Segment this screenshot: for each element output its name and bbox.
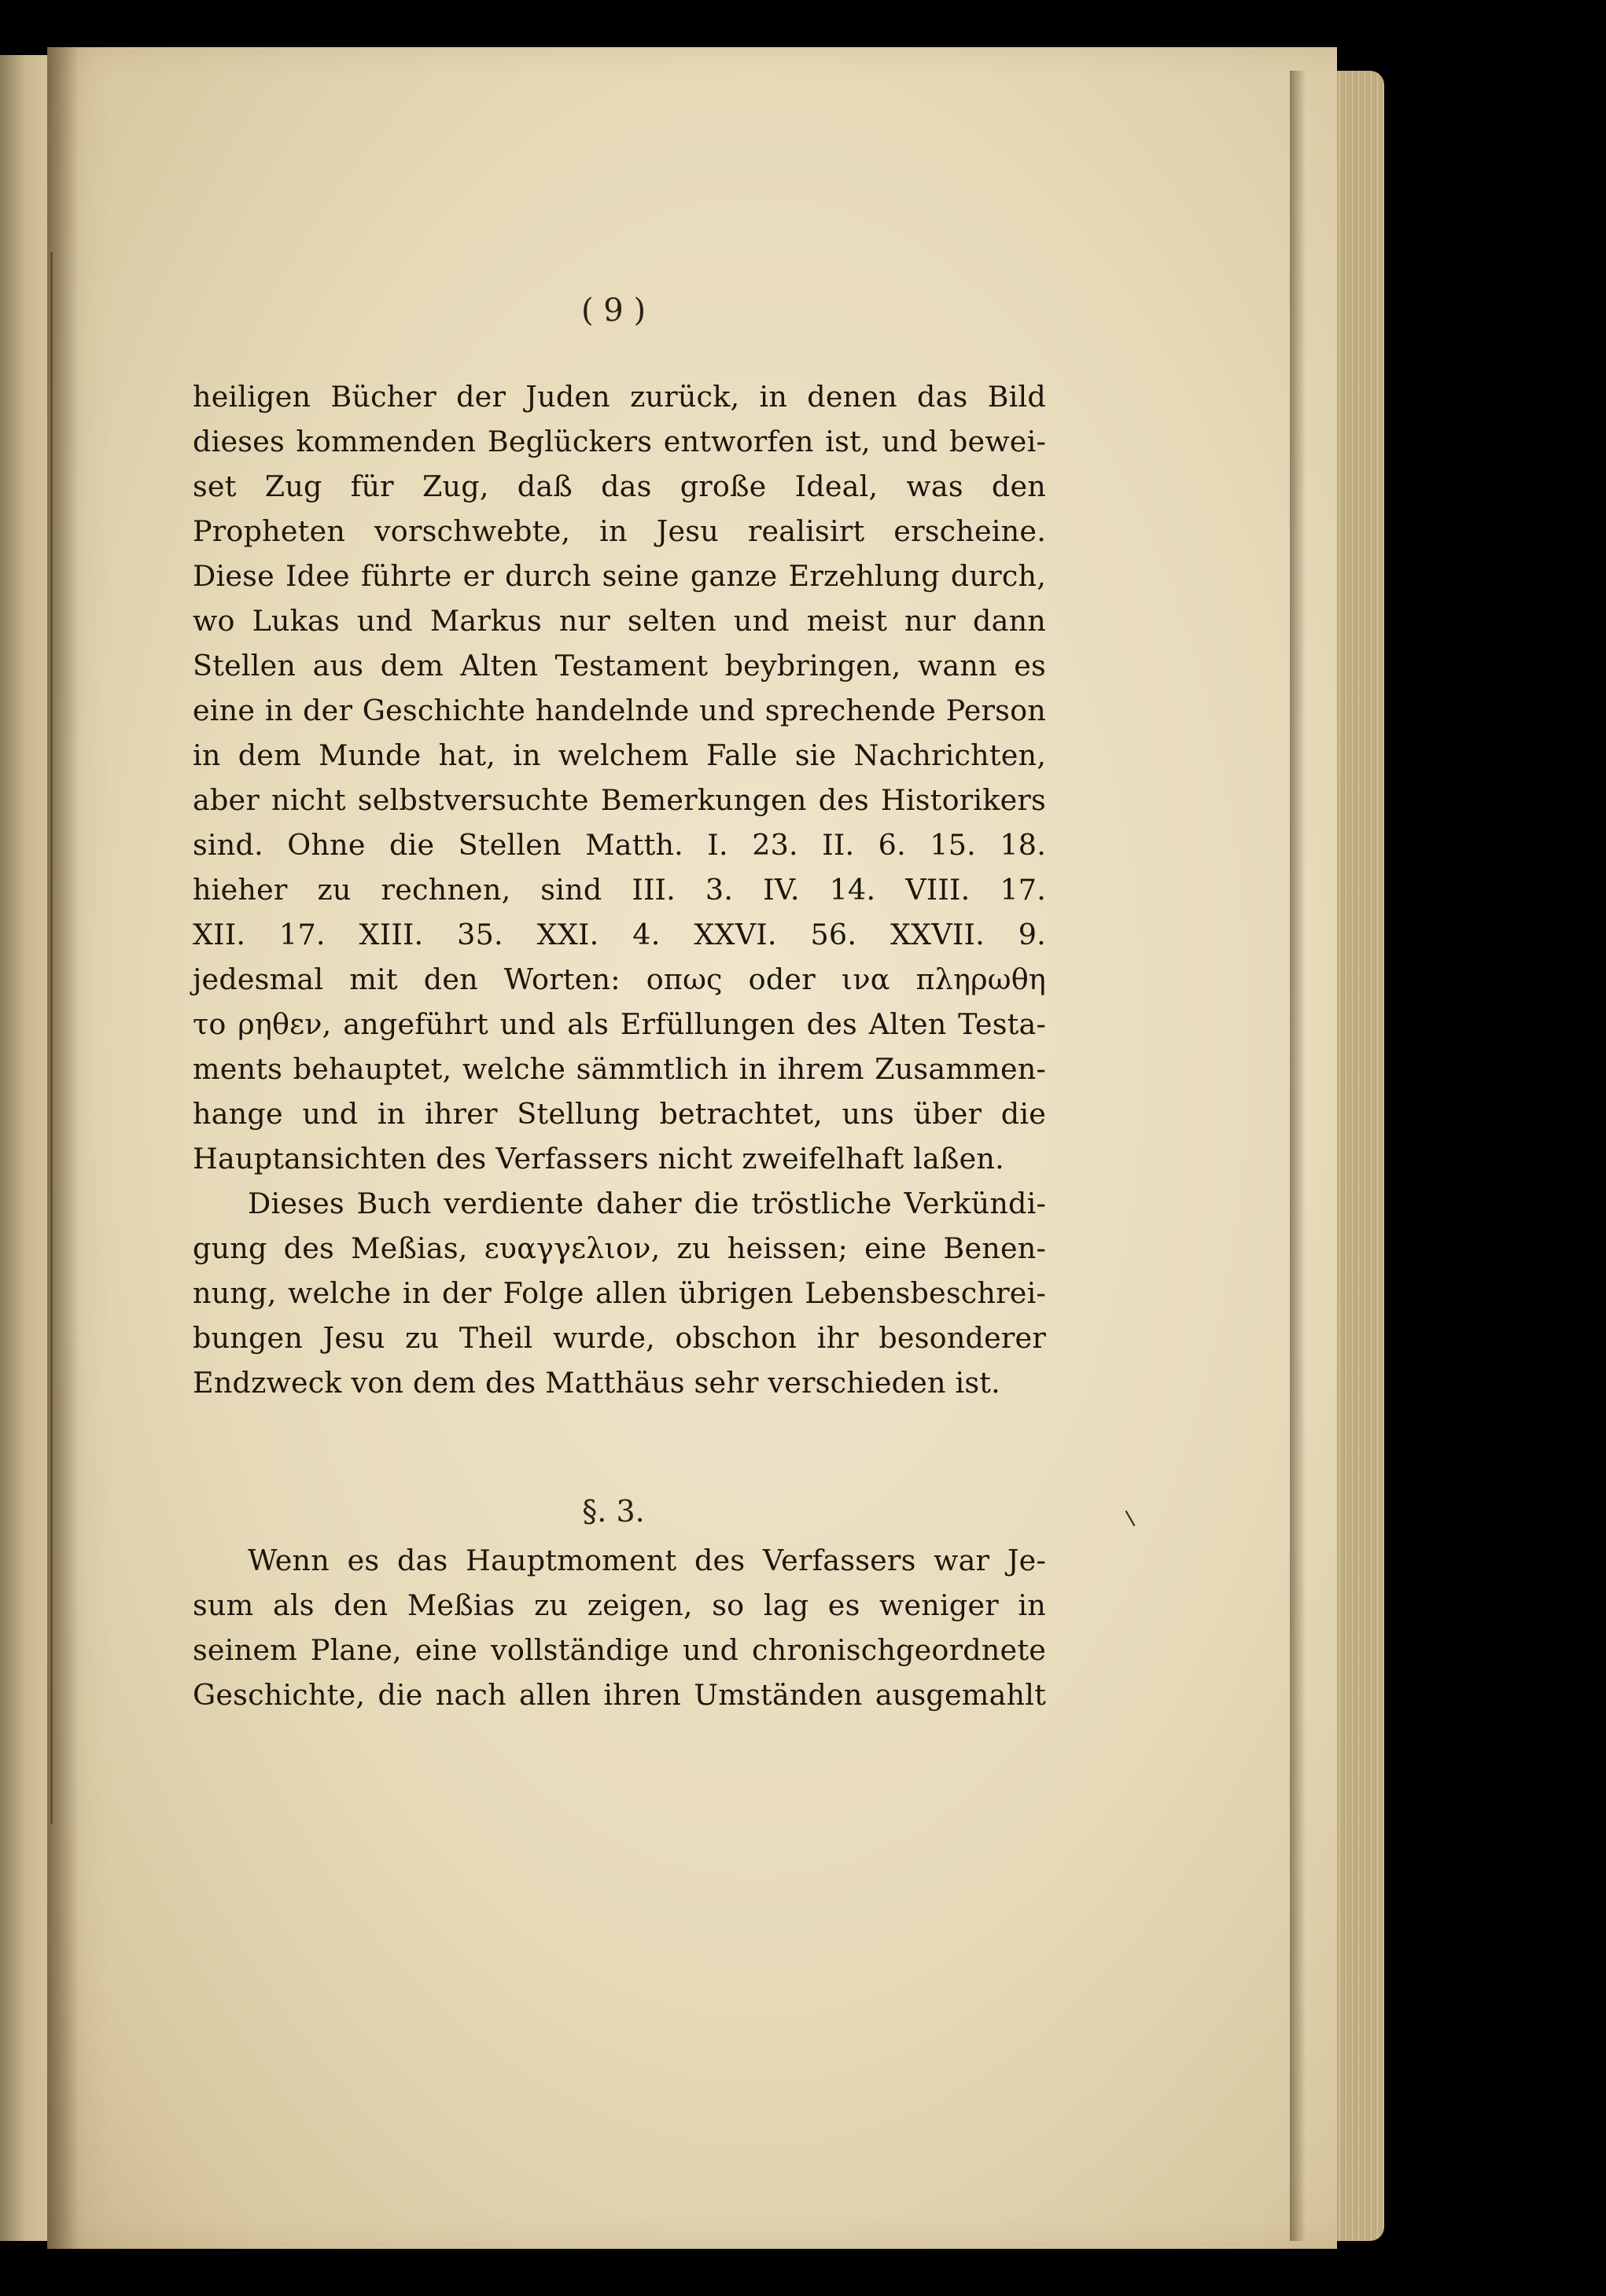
text-line: ments behauptet, welche sämmtlich in ihrem Zusammen- <box>193 1052 1046 1086</box>
text-line: Stellen aus dem Alten Testament beybringen, wann es <box>193 649 1046 683</box>
text-line: gung des Meßias, ευαγγελιον, zu heissen; eine Benen- <box>193 1231 1046 1265</box>
text-line: XII. 17. XIII. 35. XXI. 4. XXVI. 56. XXVII. 9. <box>193 918 1046 951</box>
text-line: το ρηθεν, angeführt und als Erfüllungen des Alten Testa- <box>193 1007 1046 1041</box>
text-line: sind. Ohne die Stellen Matth. I. 23. II. 6. 15. 18. <box>193 828 1046 862</box>
text-line: wo Lukas und Markus nur selten und meist nur dann <box>193 604 1046 638</box>
text-line: Hauptansichten des Verfassers nicht zweifelhaft laßen. <box>193 1142 1004 1176</box>
text-line: Dieses Buch verdiente daher die tröstliche Verkündi- <box>248 1187 1046 1220</box>
text-line: Propheten vorschwebte, in Jesu realisirt erscheine. <box>193 514 1046 548</box>
text-line: eine in der Geschichte handelnde und sprechende Person <box>193 694 1046 727</box>
text-line: Wenn es das Hauptmoment des Verfassers war Je- <box>248 1544 1046 1577</box>
text-line: sum als den Meßias zu zeigen, so lag es weniger in <box>193 1588 1046 1622</box>
page-number: ( 9 ) <box>580 293 646 329</box>
text-line: Endzweck von dem des Matthäus sehr verschieden ist. <box>193 1366 1000 1400</box>
text-line: Geschichte, die nach allen ihren Umständen ausgemahlt <box>193 1678 1046 1712</box>
fold-line <box>50 252 53 1824</box>
right-edge-shadow <box>1290 71 1306 2241</box>
text-line: jedesmal mit den Worten: οπως oder ινα πληρωθη <box>193 962 1046 996</box>
text-line: aber nicht selbstversuchte Bemerkungen des Historikers <box>193 783 1046 817</box>
text-line: nung, welche in der Folge allen übrigen Lebensbeschrei- <box>193 1276 1046 1310</box>
text-line: set Zug für Zug, daß das große Ideal, was den <box>193 469 1046 503</box>
text-line: heiligen Bücher der Juden zurück, in denen das Bild <box>193 380 1046 414</box>
section-heading: §. 3. <box>582 1494 645 1529</box>
text-line: in dem Munde hat, in welchem Falle sie Nachrichten, <box>193 738 1046 772</box>
text-line: seinem Plane, eine vollständige und chronischgeordnete <box>193 1633 1046 1667</box>
text-line: Diese Idee führte er durch seine ganze Erzehlung durch, <box>193 559 1046 593</box>
text-line: hieher zu rechnen, sind III. 3. IV. 14. VIII. 17. <box>193 873 1046 907</box>
text-line: dieses kommenden Beglückers entworfen ist, und bewei- <box>193 425 1046 458</box>
text-line: bungen Jesu zu Theil wurde, obschon ihr besonderer <box>193 1321 1046 1355</box>
text-line: hange und in ihrer Stellung betrachtet, uns über die <box>193 1097 1046 1131</box>
